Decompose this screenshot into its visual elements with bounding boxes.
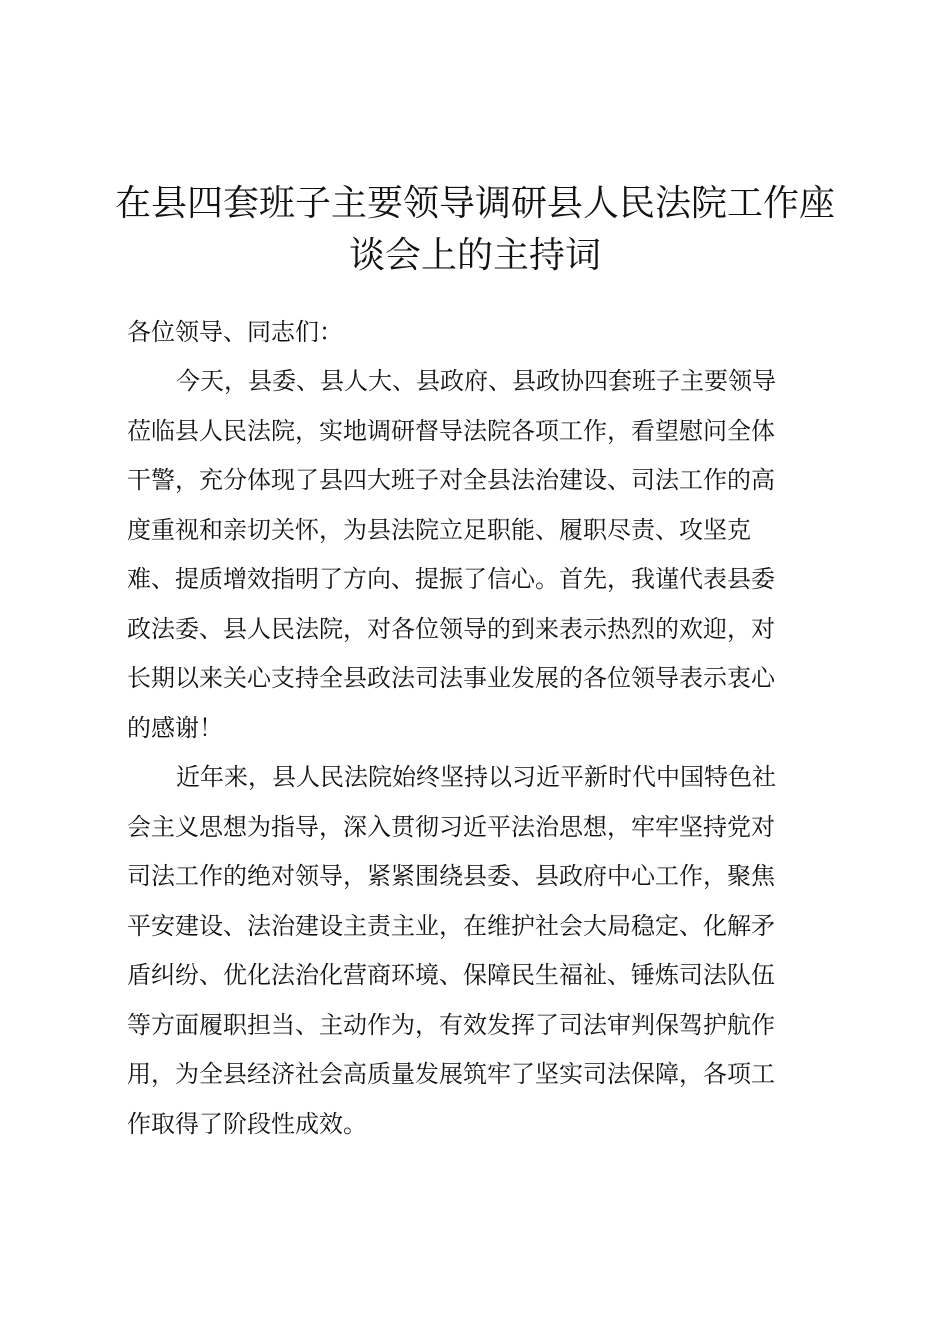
paragraph-line: 干警，充分体现了县四大班子对全县法治建设、司法工作的高 bbox=[127, 466, 775, 494]
paragraph-line: 今天，县委、县人大、县政府、县政协四套班子主要领导 bbox=[176, 367, 776, 395]
title-line: 谈会上的主持词 bbox=[348, 235, 601, 276]
title-line: 在县四套班子主要领导调研县人民法院工作座 bbox=[114, 183, 835, 224]
paragraph-line: 会主义思想为指导，深入贯彻习近平法治思想，牢牢坚持党对 bbox=[127, 812, 775, 841]
paragraph-line: 平安建设、法治建设主责主业，在维护社会大局稳定、化解矛 bbox=[127, 911, 775, 940]
paragraph-line: 用，为全县经济社会高质量发展筑牢了坚实司法保障，各项工 bbox=[127, 1060, 775, 1088]
paragraph-line: 司法工作的绝对领导，紧紧围绕县委、县政府中心工作，聚焦 bbox=[127, 862, 775, 890]
paragraph-line: 度重视和亲切关怀，为县法院立足职能、履职尽责、攻坚克 bbox=[127, 515, 751, 544]
paragraph-line: 盾纠纷、优化法治化营商环境、保障民生福祉、锤炼司法队伍 bbox=[127, 961, 775, 989]
salutation: 各位领导、同志们： bbox=[127, 318, 343, 346]
paragraph-line: 莅临县人民法院，实地调研督导法院各项工作，看望慰问全体 bbox=[127, 416, 775, 445]
paragraph-line: 的感谢！ bbox=[127, 713, 223, 742]
paragraph-line: 难、提质增效指明了方向、提振了信心。首先，我谨代表县委 bbox=[127, 565, 775, 593]
document-title bbox=[110, 178, 840, 282]
body-paragraph bbox=[127, 357, 847, 753]
body-paragraph bbox=[127, 753, 847, 1149]
paragraph-line: 作取得了阶段性成效。 bbox=[127, 1109, 367, 1138]
paragraph-line: 等方面履职担当、主动作为，有效发挥了司法审判保驾护航作 bbox=[127, 1010, 775, 1039]
paragraph-line: 政法委、县人民法院，对各位领导的到来表示热烈的欢迎，对 bbox=[127, 614, 775, 643]
paragraph-line: 近年来，县人民法院始终坚持以习近平新时代中国特色社 bbox=[176, 763, 776, 791]
paragraph-line: 长期以来关心支持全县政法司法事业发展的各位领导表示衷心 bbox=[127, 664, 775, 692]
